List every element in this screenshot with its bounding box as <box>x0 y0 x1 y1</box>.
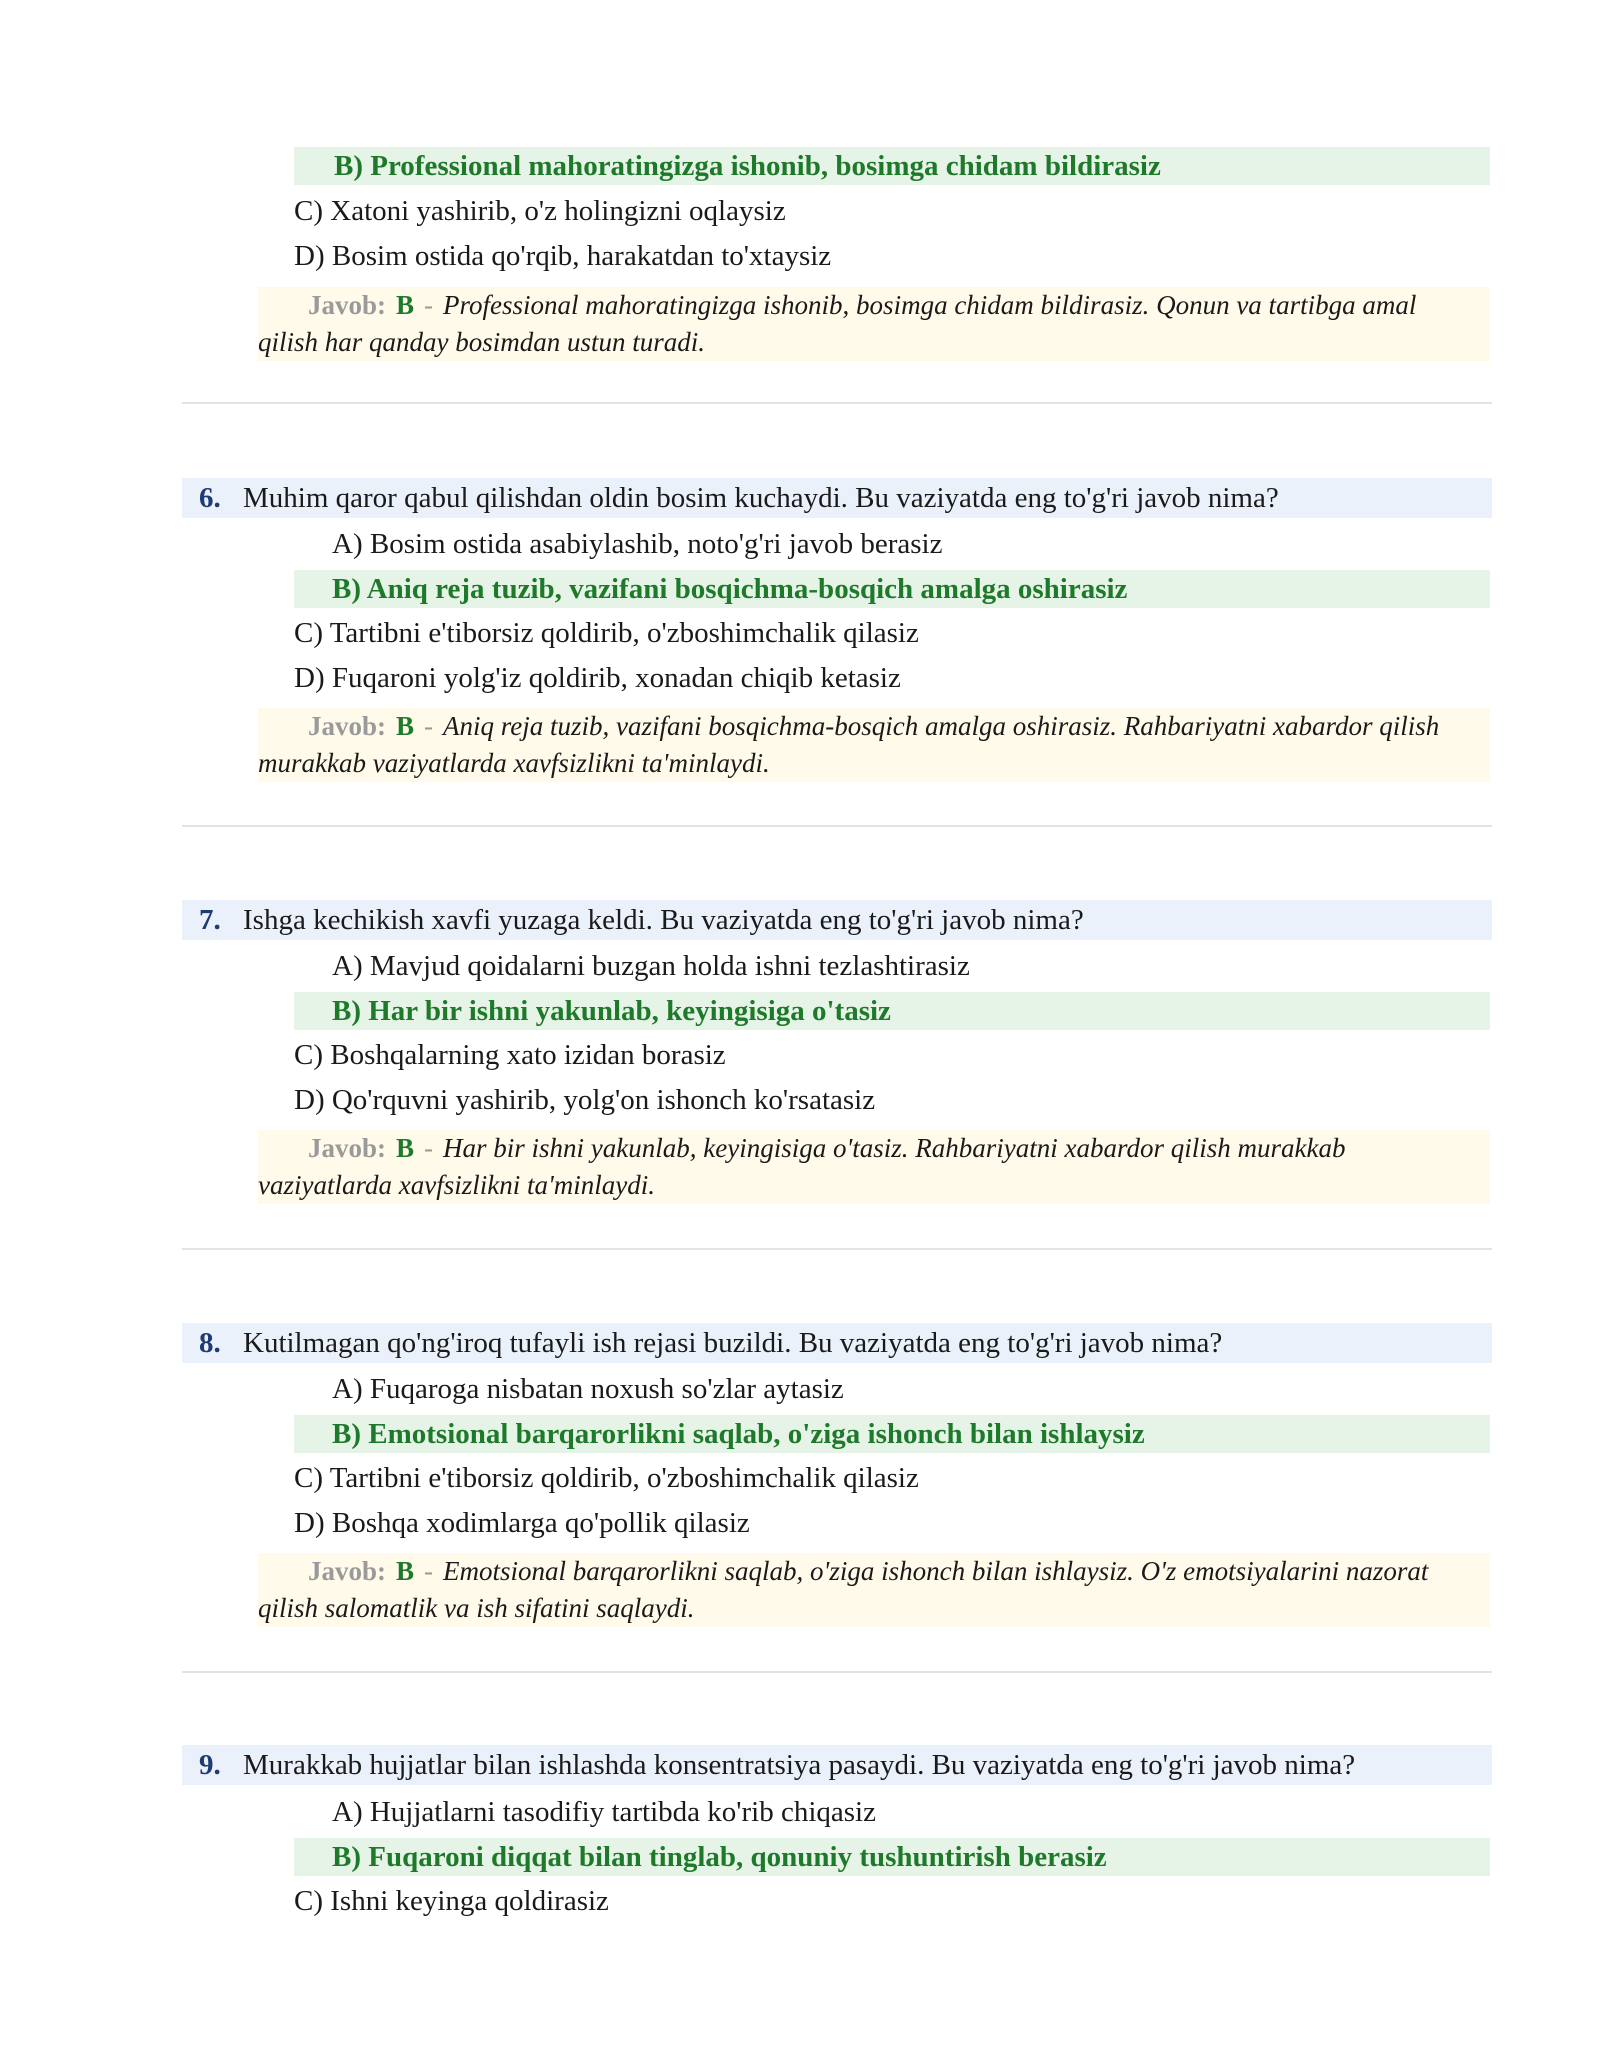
answer-letter: B <box>396 290 415 320</box>
question-number: 7. <box>199 904 221 936</box>
option-correct: B) Emotsional barqarorlikni saqlab, o'ziga ishonch bilan ishlaysiz <box>294 1415 1490 1453</box>
answer-box <box>258 1130 1490 1204</box>
option: D) Boshqa xodimlarga qo'pollik qilasiz <box>294 1507 750 1539</box>
option: A) Mavjud qoidalarni buzgan holda ishni tezlashtirasiz <box>332 950 970 982</box>
option: A) Hujjatlarni tasodifiy tartibda ko'rib chiqasiz <box>332 1796 876 1828</box>
question-number: 8. <box>199 1327 221 1359</box>
option-correct: B) Fuqaroni diqqat bilan tinglab, qonuniy tushuntirish berasiz <box>294 1838 1490 1876</box>
option-correct: B) Aniq reja tuzib, vazifani bosqichma-bosqich amalga oshirasiz <box>294 570 1490 608</box>
option: A) Bosim ostida asabiylashib, noto'g'ri javob berasiz <box>332 528 943 560</box>
option: D) Qo'rquvni yashirib, yolg'on ishonch ko'rsatasiz <box>294 1084 876 1116</box>
option: C) Ishni keyinga qoldirasiz <box>294 1885 609 1917</box>
option: C) Boshqalarning xato izidan borasiz <box>294 1039 726 1071</box>
answer-dash: - <box>424 290 434 320</box>
question-number: 9. <box>199 1749 221 1781</box>
divider <box>182 825 1492 827</box>
option-correct: B) Har bir ishni yakunlab, keyingisiga o'tasiz <box>294 992 1490 1030</box>
answer-dash: - <box>424 711 434 741</box>
answer-box <box>258 287 1490 361</box>
question-7 <box>182 900 1492 940</box>
divider <box>182 1248 1492 1250</box>
question-number: 6. <box>199 482 221 514</box>
question-text: Murakkab hujjatlar bilan ishlashda konsentratsiya pasaydi. Bu vaziyatda eng to'g'ri javob nima? <box>243 1749 1356 1781</box>
option: C) Tartibni e'tiborsiz qoldirib, o'zboshimchalik qilasiz <box>294 1462 919 1494</box>
question-6 <box>182 478 1492 518</box>
option: C) Xatoni yashirib, o'z holingizni oqlaysiz <box>294 195 786 227</box>
option-correct: B) Professional mahoratingizga ishonib, bosimga chidam bildirasiz <box>294 147 1490 185</box>
answer-label: Javob: <box>308 290 387 320</box>
option: D) Fuqaroni yolg'iz qoldirib, xonadan chiqib ketasiz <box>294 662 901 694</box>
question-text: Muhim qaror qabul qilishdan oldin bosim kuchaydi. Bu vaziyatda eng to'g'ri javob nima? <box>243 482 1279 514</box>
question-text: Kutilmagan qo'ng'iroq tufayli ish rejasi buzildi. Bu vaziyatda eng to'g'ri javob nima? <box>243 1327 1223 1359</box>
option: A) Fuqaroga nisbatan noxush so'zlar aytasiz <box>332 1373 844 1405</box>
answer-explanation: Aniq reja tuzib, vazifani bosqichma-bosqich amalga oshirasiz. Rahbariyatni xabardor qilish murakkab vaziyatlarda xavfsizlikni ta'minlaydi. <box>258 711 1440 778</box>
answer-box <box>258 708 1490 782</box>
answer-explanation: Professional mahoratingizga ishonib, bosimga chidam bildirasiz. Qonun va tartibga amal qilish har qanday bosimdan ustun turadi. <box>258 290 1417 357</box>
question-text: Ishga kechikish xavfi yuzaga keldi. Bu vaziyatda eng to'g'ri javob nima? <box>243 904 1084 936</box>
answer-dash: - <box>424 1133 434 1163</box>
answer-label: Javob: <box>308 711 387 741</box>
question-8 <box>182 1323 1492 1363</box>
option: C) Tartibni e'tiborsiz qoldirib, o'zboshimchalik qilasiz <box>294 617 919 649</box>
answer-label: Javob: <box>308 1133 387 1163</box>
answer-letter: B <box>396 711 415 741</box>
answer-letter: B <box>396 1133 415 1163</box>
option: D) Bosim ostida qo'rqib, harakatdan to'xtaysiz <box>294 240 832 272</box>
divider <box>182 1671 1492 1673</box>
answer-letter: B <box>396 1556 415 1586</box>
answer-explanation: Emotsional barqarorlikni saqlab, o'ziga ishonch bilan ishlaysiz. O'z emotsiyalarini nazorat qilish salomatlik va ish sifatini saqlaydi. <box>258 1556 1429 1623</box>
answer-dash: - <box>424 1556 434 1586</box>
answer-explanation: Har bir ishni yakunlab, keyingisiga o'tasiz. Rahbariyatni xabardor qilish murakkab vaziyatlarda xavfsizlikni ta'minlaydi. <box>258 1133 1346 1200</box>
answer-label: Javob: <box>308 1556 387 1586</box>
answer-box <box>258 1553 1490 1627</box>
divider <box>182 402 1492 404</box>
question-9 <box>182 1745 1492 1785</box>
